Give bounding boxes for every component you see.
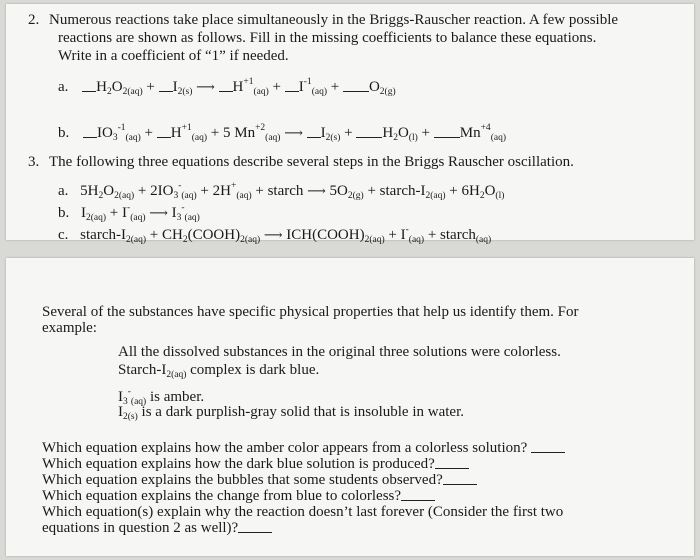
state: (aq) — [127, 87, 143, 97]
q3-intro: The following three equations describe several steps in the Briggs Rauscher oscillation. — [49, 154, 574, 170]
state: (aq) — [244, 235, 261, 245]
h2o2-text-b: O — [111, 79, 123, 95]
property-1: All the dissolved substances in the original three solutions were colorless. — [118, 344, 561, 360]
sub: 2 — [86, 213, 91, 223]
question-1-text: Which equation explains how the amber color appears from a colorless solution? — [42, 440, 528, 456]
coefficient-blank[interactable] — [157, 126, 171, 138]
state: (s) — [330, 133, 341, 143]
plus: + — [344, 125, 353, 141]
state: (g) — [384, 87, 396, 97]
sub: 2 — [393, 133, 398, 143]
eq-part: I — [171, 205, 177, 221]
sub: 2 — [98, 191, 104, 201]
eq-part: O — [103, 183, 115, 199]
sub: 2 — [379, 87, 385, 97]
sub: 2 — [479, 191, 485, 201]
eq-part: + I — [388, 227, 406, 243]
property-2-a: Starch-I — [118, 362, 167, 378]
state: (aq) — [171, 370, 187, 380]
property-2-b: complex is dark blue. — [190, 362, 320, 378]
eq-part: + 6H — [449, 183, 480, 199]
sup: - — [127, 387, 131, 397]
sub: 2 — [347, 191, 353, 201]
sup: +2 — [255, 123, 266, 133]
q2-number: 2. — [28, 12, 40, 28]
coefficient-blank[interactable] — [343, 80, 369, 92]
coefficient-blank[interactable] — [356, 126, 382, 138]
eq-part: + I — [109, 205, 128, 221]
h-ion: H — [170, 125, 182, 141]
q2-equation-a — [58, 74, 396, 101]
q3-equation-c — [58, 222, 491, 249]
question-3 — [42, 472, 477, 489]
o2-text: O — [368, 79, 380, 95]
q2-intro-2: reactions are shown as follows. Fill in the missing coefficients to balance these equations. — [58, 30, 597, 46]
property-3-a: I — [118, 389, 123, 405]
state: (aq) — [408, 235, 425, 245]
state: (aq) — [90, 213, 107, 223]
q2b-label: b. — [58, 125, 70, 141]
sub: 2 — [177, 87, 183, 97]
property-2 — [118, 362, 319, 384]
sub: 3 — [176, 213, 182, 223]
sub: 3 — [112, 133, 118, 143]
mn-text: Mn — [459, 125, 481, 141]
arrow-icon: ⟶ — [149, 205, 168, 220]
coefficient-blank[interactable] — [434, 126, 460, 138]
state: (aq) — [475, 235, 492, 245]
sub: 2 — [325, 133, 331, 143]
mn-text: + 5 Mn — [210, 125, 256, 141]
sub: 2 — [123, 412, 128, 422]
state: (aq) — [130, 213, 146, 223]
sub: 2 — [122, 87, 128, 97]
state: (aq) — [253, 87, 269, 97]
plus: + — [144, 125, 154, 141]
q2-equation-b — [58, 120, 506, 147]
sub: 2 — [240, 235, 245, 245]
state: (aq) — [369, 235, 385, 245]
sub: 2 — [425, 191, 431, 201]
h-ion: H — [232, 79, 244, 95]
sub: 2 — [364, 235, 370, 245]
arrow-icon: ⟶ — [307, 183, 326, 198]
water-text: H — [382, 125, 394, 141]
io3-text: IO — [97, 125, 113, 141]
coefficient-blank[interactable] — [159, 80, 173, 92]
state: (aq) — [236, 191, 252, 201]
q2a-label: a. — [58, 79, 69, 95]
eq-part: + starch-I — [367, 183, 426, 199]
answer-blank[interactable] — [443, 473, 477, 485]
state: (aq) — [184, 213, 200, 223]
i-ion: I — [298, 79, 304, 95]
coefficient-blank[interactable] — [82, 80, 96, 92]
sup: -1 — [303, 77, 312, 87]
state: (aq) — [191, 133, 208, 143]
property-4-b: is a dark purplish-gray solid that is insoluble in water. — [141, 404, 464, 420]
arrow-icon: ⟶ — [284, 125, 303, 140]
water-text-b: O — [397, 125, 409, 141]
eq-part: + starch — [427, 227, 476, 243]
q3a-label: a. — [58, 183, 69, 199]
question-2-text: Which equation explains how the dark blue solution is produced? — [42, 456, 435, 472]
sub: 2 — [125, 235, 131, 245]
sub: 3 — [173, 191, 179, 201]
sub: 2 — [182, 235, 188, 245]
props-intro-1: Several of the substances have specific physical properties that help us identify them. For — [42, 304, 579, 320]
q3b-label: b. — [58, 205, 70, 221]
eq-part: + starch — [255, 183, 304, 199]
q2-line-1 — [28, 12, 618, 29]
state: (l) — [408, 133, 418, 143]
answer-blank[interactable] — [531, 441, 565, 453]
question-2 — [42, 456, 469, 473]
eq-part: + CH — [149, 227, 183, 243]
question-5: Which equation(s) explain why the reaction doesn’t last forever (Consider the first two — [42, 504, 564, 520]
sup: +1 — [181, 123, 192, 133]
state: (s) — [127, 412, 138, 422]
eq-part: I — [81, 205, 86, 221]
eq-part: 5O — [329, 183, 348, 199]
q3-line-1 — [28, 154, 574, 171]
coefficient-blank[interactable] — [285, 80, 299, 92]
state: (aq) — [181, 191, 197, 201]
plus: + — [146, 79, 155, 95]
q2-intro-3: Write in a coefficient of “1” if needed. — [58, 48, 289, 64]
sub: 3 — [123, 397, 128, 407]
sup: -1 — [117, 123, 126, 133]
coefficient-blank[interactable] — [307, 126, 321, 138]
state: (aq) — [430, 191, 446, 201]
question-panel-top — [6, 4, 694, 245]
sub: 2 — [114, 191, 119, 201]
answer-blank[interactable] — [401, 489, 435, 501]
state: (aq) — [130, 235, 147, 245]
sub: 2 — [166, 370, 172, 380]
coefficient-blank[interactable] — [219, 80, 233, 92]
q3c-label: c. — [58, 227, 69, 243]
q3-number: 3. — [28, 154, 40, 170]
state: (g) — [352, 191, 364, 201]
sup: +4 — [480, 123, 491, 133]
props-intro-2: example: — [42, 320, 97, 336]
eq-part: + 2IO — [137, 183, 174, 199]
property-4-a: I — [118, 404, 123, 420]
plus: + — [421, 125, 430, 141]
sub: 2 — [107, 87, 112, 97]
state: (aq) — [311, 87, 327, 97]
question-1 — [42, 440, 565, 457]
property-3-b: is amber. — [149, 389, 205, 405]
plus: + — [330, 79, 340, 95]
coefficient-blank[interactable] — [83, 126, 97, 138]
question-5-text: equations in question 2 as well)? — [42, 520, 239, 536]
question-5-cont — [42, 520, 272, 537]
answer-blank[interactable] — [238, 521, 272, 533]
eq-part: O — [484, 183, 496, 199]
i2-text: I — [320, 125, 326, 141]
answer-blank[interactable] — [435, 457, 469, 469]
h2o2-text: H — [96, 79, 108, 95]
eq-part: + 2H — [200, 183, 231, 199]
eq-part: 5H — [80, 183, 99, 199]
plus: + — [272, 79, 282, 95]
eq-part: (COOH) — [187, 227, 241, 243]
state: (aq) — [490, 133, 506, 143]
state: (aq) — [130, 397, 147, 407]
question-panel-bottom — [6, 258, 694, 556]
question-4-text: Which equation explains the change from blue to colorless? — [42, 488, 402, 504]
sup: + — [230, 181, 237, 191]
state: (l) — [495, 191, 505, 201]
arrow-icon: ⟶ — [196, 79, 215, 94]
state: (s) — [182, 87, 193, 97]
sup: - — [405, 225, 409, 235]
sup: +1 — [243, 77, 254, 87]
state: (aq) — [125, 133, 141, 143]
sup: - — [178, 181, 182, 191]
sup: - — [127, 203, 131, 213]
eq-part: starch-I — [80, 227, 126, 243]
state: (aq) — [265, 133, 281, 143]
state: (aq) — [118, 191, 135, 201]
question-3-text: Which equation explains the bubbles that some students observed? — [42, 472, 443, 488]
eq-part: ICH(COOH) — [286, 227, 365, 243]
q2-intro-1: Numerous reactions take place simultaneously in the Briggs-Rauscher reaction. A few possible — [49, 12, 619, 28]
property-4 — [118, 404, 464, 426]
question-4 — [42, 488, 435, 505]
arrow-icon: ⟶ — [263, 227, 283, 242]
i2-text: I — [172, 79, 178, 95]
sup: - — [181, 203, 185, 213]
